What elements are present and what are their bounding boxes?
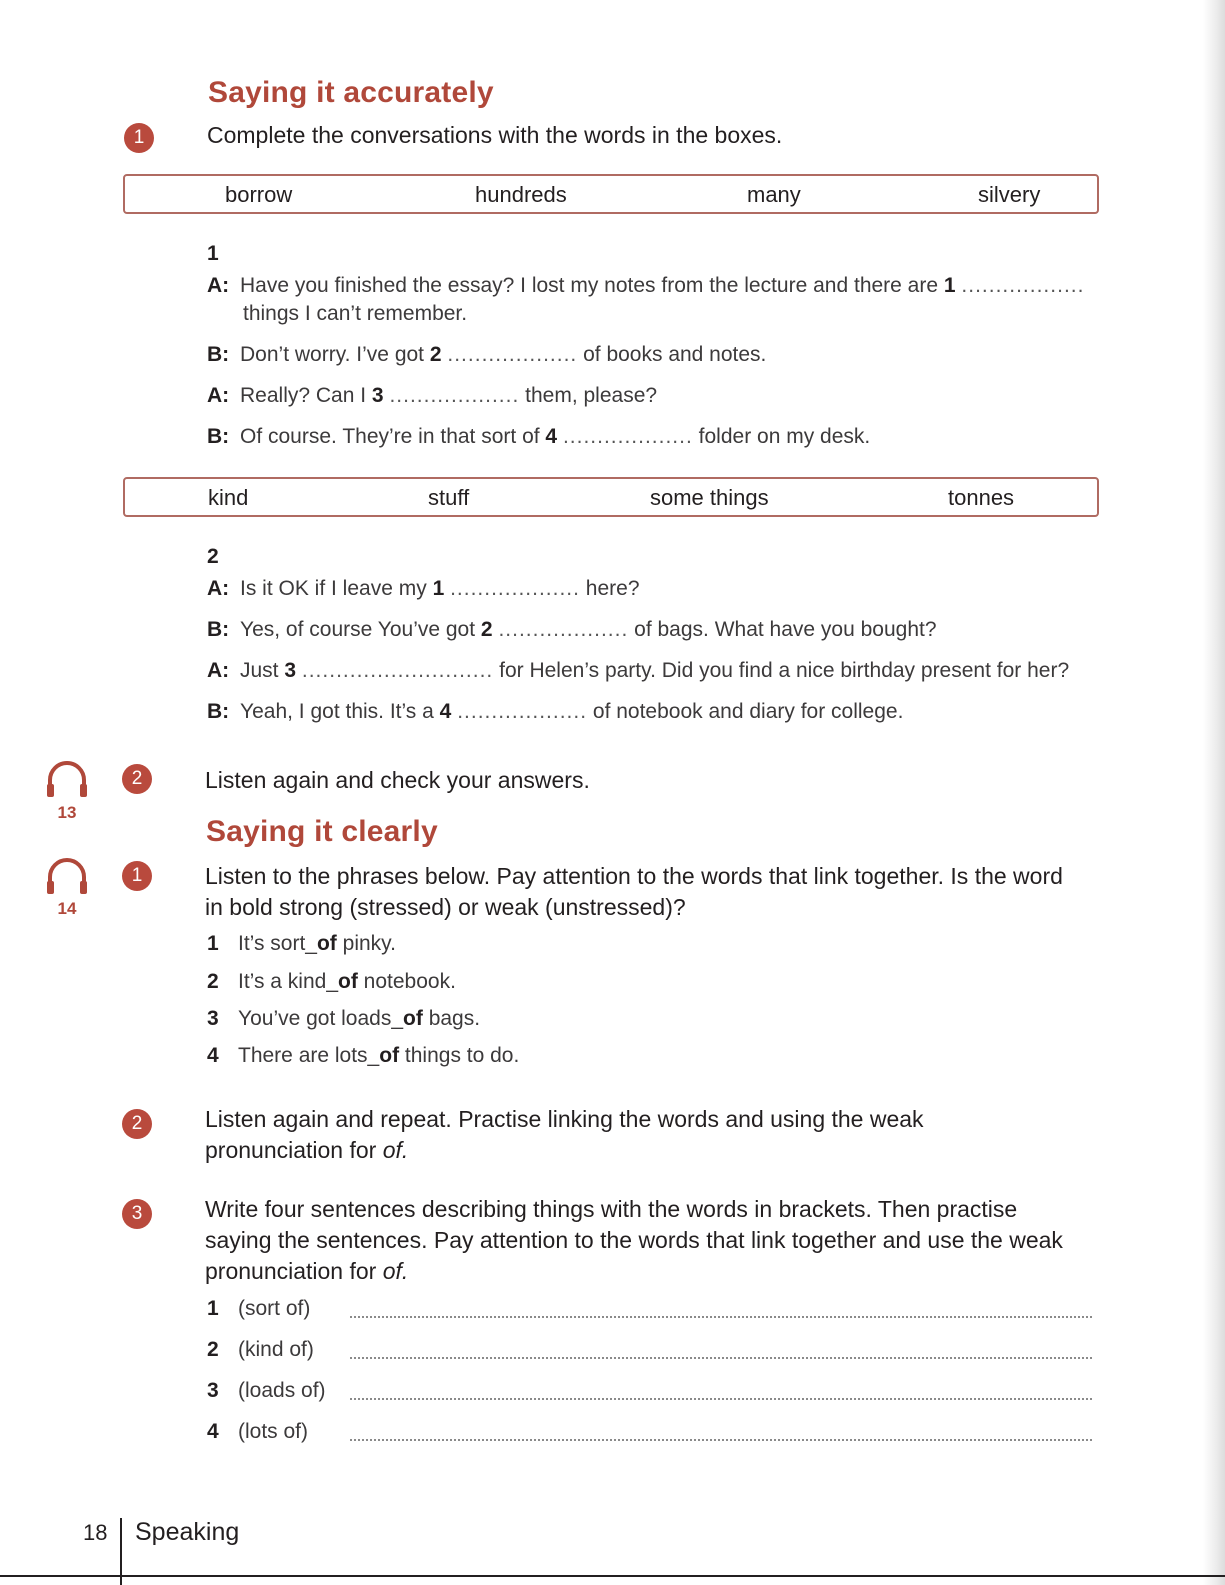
- instruction-text: Write four sentences describing things with the words in brackets. Then practise saying the sentences. Pay attention to the words that link together and use the weak pronunciation for: [205, 1196, 1063, 1284]
- item-number: 1: [207, 932, 219, 955]
- speaker-label: A:: [207, 274, 230, 297]
- item-text: It’s a kind_: [238, 970, 339, 993]
- line-text: Just: [240, 659, 279, 682]
- item-text: notebook.: [357, 970, 456, 993]
- exercise-number-badge: 1: [122, 861, 152, 891]
- item-text: It’s sort_: [238, 932, 317, 955]
- item-prompt: (lots of): [238, 1420, 309, 1443]
- gap-number: 1: [943, 274, 956, 297]
- item-number: 2: [207, 970, 219, 993]
- word-box-word: some things: [650, 485, 769, 510]
- item-number: 3: [207, 1007, 219, 1030]
- dialogue-line: [207, 382, 1107, 410]
- speaker-label: B:: [207, 618, 230, 641]
- line-text: Have you finished the essay? I lost my notes from the lecture and there are: [240, 274, 939, 297]
- conversation-number: 2: [207, 545, 219, 568]
- dialogue-line: [207, 616, 1107, 644]
- exercise-instruction: Listen to the phrases below. Pay attention to the words that link together. Is the word in bold strong (stressed) or weak (unstressed)?: [205, 863, 1063, 920]
- item-number: 4: [207, 1044, 219, 1067]
- dialogue-line: [207, 272, 1107, 328]
- word-box-word: tonnes: [948, 485, 1015, 510]
- answer-gap[interactable]: ............................: [301, 659, 494, 682]
- dialogue-line: [207, 423, 1107, 451]
- answer-gap[interactable]: ...................: [450, 577, 580, 600]
- headphones-icon[interactable]: [44, 760, 90, 800]
- phrase-item: [207, 1044, 519, 1068]
- dialogue-line: [207, 575, 1107, 603]
- exercise-number-badge: 3: [122, 1199, 152, 1229]
- answer-gap[interactable]: ..................: [961, 274, 1085, 297]
- speaker-label: A:: [207, 659, 230, 682]
- line-text: here?: [585, 577, 640, 600]
- gap-number: 2: [480, 618, 493, 641]
- phrase-item: [207, 932, 396, 956]
- phrase-item: [207, 1007, 480, 1031]
- headphones-icon[interactable]: [44, 857, 90, 897]
- exercise-instruction: Listen again and check your answers.: [205, 767, 590, 793]
- gap-number: 4: [439, 700, 452, 723]
- section-title-clearly: Saying it clearly: [206, 815, 438, 848]
- footer-section-name: Speaking: [135, 1518, 240, 1546]
- word-box-word: kind: [208, 485, 249, 510]
- answer-gap[interactable]: ...................: [457, 700, 588, 723]
- writing-item: [207, 1420, 308, 1444]
- item-bold-word: of: [316, 932, 337, 955]
- instruction-italic-word: of.: [382, 1137, 409, 1163]
- phrase-item: [207, 970, 456, 994]
- item-text: pinky.: [336, 932, 396, 955]
- page-gutter-shadow: [1203, 0, 1225, 1585]
- dialogue-line: [207, 657, 1107, 685]
- dialogue-line: [207, 698, 1107, 726]
- exercise-instruction: [205, 1194, 1085, 1287]
- audio-track-number: 13: [57, 803, 77, 822]
- item-number: 4: [207, 1420, 219, 1443]
- writing-line[interactable]: [350, 1316, 1092, 1318]
- bottom-rule: [0, 1575, 1225, 1577]
- section-title-accurately: Saying it accurately: [208, 76, 494, 109]
- word-box-2: [123, 477, 1099, 517]
- item-prompt: (kind of): [238, 1338, 314, 1361]
- conversation-number: 1: [207, 242, 219, 265]
- writing-line[interactable]: [350, 1398, 1092, 1400]
- line-text: folder on my desk.: [698, 425, 871, 448]
- line-text: Really? Can I: [240, 384, 367, 407]
- exercise-number-badge: 1: [124, 123, 154, 153]
- item-number: 2: [207, 1338, 219, 1361]
- gap-number: 2: [429, 343, 442, 366]
- exercise-instruction: Complete the conversations with the words in the boxes.: [207, 122, 783, 148]
- gap-number: 3: [371, 384, 384, 407]
- answer-gap[interactable]: ...................: [389, 384, 520, 407]
- item-bold-word: of: [338, 970, 358, 993]
- line-text-continuation: things I can’t remember.: [243, 302, 468, 325]
- line-text: of bags. What have you bought?: [634, 618, 937, 641]
- line-text: Yeah, I got this. It’s a: [240, 700, 434, 723]
- item-text: There are lots_: [238, 1044, 380, 1067]
- gap-number: 4: [545, 425, 558, 448]
- page-number: 18: [83, 1520, 108, 1545]
- speaker-label: A:: [207, 577, 230, 600]
- line-text: them, please?: [525, 384, 658, 407]
- word-box-word: many: [747, 182, 801, 207]
- item-bold-word: of: [379, 1044, 400, 1067]
- line-text: Is it OK if I leave my: [240, 577, 427, 600]
- speaker-label: A:: [207, 384, 230, 407]
- item-text: bags.: [422, 1007, 481, 1030]
- writing-line[interactable]: [350, 1357, 1092, 1359]
- line-text: Of course. They’re in that sort of: [240, 425, 540, 448]
- line-text: for Helen’s party. Did you find a nice birthday present for her?: [499, 659, 1070, 682]
- item-prompt: (loads of): [238, 1379, 326, 1402]
- exercise-number-badge: 2: [122, 764, 152, 794]
- item-number: 1: [207, 1297, 219, 1320]
- line-text: of books and notes.: [583, 343, 767, 366]
- audio-track-number: 14: [57, 899, 77, 918]
- word-box-word: borrow: [225, 182, 293, 207]
- item-prompt: (sort of): [238, 1297, 311, 1320]
- answer-gap[interactable]: ...................: [447, 343, 578, 366]
- writing-line[interactable]: [350, 1439, 1092, 1441]
- word-box-1: [123, 174, 1099, 214]
- exercise-number-badge: 2: [122, 1109, 152, 1139]
- instruction-italic-word: of.: [382, 1258, 409, 1284]
- answer-gap[interactable]: ...................: [498, 618, 629, 641]
- line-text: of notebook and diary for college.: [592, 700, 904, 723]
- item-text: things to do.: [399, 1044, 520, 1067]
- dialogue-line: [207, 341, 1107, 369]
- gap-number: 3: [284, 659, 297, 682]
- item-text: You’ve got loads_: [238, 1007, 404, 1030]
- writing-item: [207, 1338, 314, 1362]
- line-text: Yes, of course You’ve got: [240, 618, 476, 641]
- answer-gap[interactable]: ...................: [562, 425, 693, 448]
- exercise-instruction: [205, 1104, 1005, 1166]
- word-box-word: hundreds: [475, 182, 567, 207]
- item-number: 3: [207, 1379, 219, 1402]
- line-text: Don’t worry. I’ve got: [240, 343, 425, 366]
- speaker-label: B:: [207, 425, 230, 448]
- gap-number: 1: [432, 577, 445, 600]
- word-box-word: silvery: [978, 182, 1041, 207]
- speaker-label: B:: [207, 343, 230, 366]
- item-bold-word: of: [403, 1007, 423, 1030]
- writing-item: [207, 1379, 326, 1403]
- word-box-word: stuff: [428, 485, 470, 510]
- writing-item: [207, 1297, 310, 1321]
- speaker-label: B:: [207, 700, 230, 723]
- instruction-text: Listen again and repeat. Practise linking the words and using the weak pronunciation for: [205, 1106, 924, 1163]
